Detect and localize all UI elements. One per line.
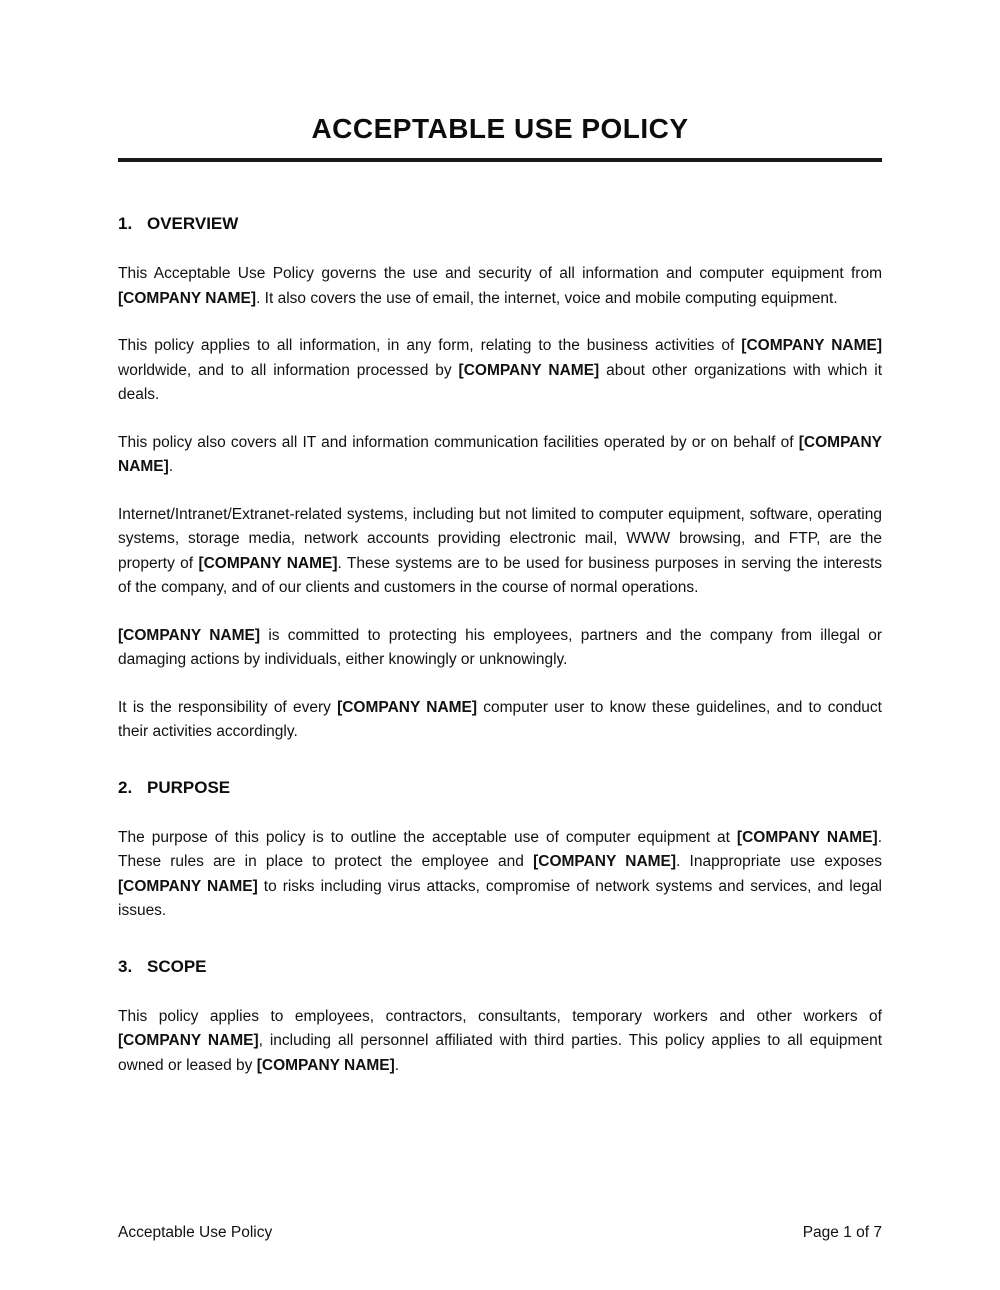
- paragraph: [118, 696, 882, 745]
- paragraph: [118, 334, 882, 408]
- section-title: PURPOSE: [147, 777, 231, 797]
- paragraph: [118, 503, 882, 601]
- section-heading-scope: [118, 958, 882, 976]
- company-name-placeholder: [COMPANY NAME]: [118, 289, 257, 307]
- section-number: 3.: [118, 956, 133, 976]
- company-name-placeholder: [COMPANY NAME]: [118, 1032, 259, 1049]
- title-rule: [118, 158, 882, 162]
- text-run: to risks including virus attacks, compromise of network systems and services, and legal issues.: [118, 877, 883, 919]
- text-run: , including all personnel affiliated with third parties. This policy applies to all equipment owned or leased by: [118, 1032, 882, 1074]
- company-name-placeholder: [COMPANY NAME]: [337, 698, 478, 716]
- text-run: This policy also covers all IT and information communication facilities operated by or on behalf of: [118, 433, 799, 451]
- document-body: [118, 215, 882, 1078]
- company-name-placeholder: [COMPANY NAME]: [458, 361, 600, 379]
- section-heading-purpose: [118, 779, 882, 797]
- company-name-placeholder: [COMPANY NAME]: [736, 828, 878, 846]
- text-run: This Acceptable Use Policy governs the use and security of all information and computer equipment from: [118, 265, 882, 282]
- company-name-placeholder: [COMPANY NAME]: [256, 1056, 395, 1074]
- text-run: It is the responsibility of every: [118, 698, 338, 716]
- text-run: Internet/Intranet/Extranet-related systems, including but not limited to computer equipment, software, operating systems, storage media, network accounts providing electronic mail, WWW browsing, and FTP, are the property of: [118, 505, 882, 572]
- paragraph: [118, 826, 882, 924]
- footer-document-name: Acceptable Use Policy: [118, 1224, 273, 1241]
- text-run: . It also covers the use of email, the internet, voice and mobile computing equipment.: [256, 289, 838, 307]
- text-run: . Inappropriate use exposes: [676, 853, 883, 870]
- text-run: .: [394, 1056, 400, 1074]
- company-name-placeholder: [COMPANY NAME]: [118, 433, 882, 475]
- text-run: computer user to know these guidelines, and to conduct their activities accordingly.: [118, 698, 882, 740]
- section-number: 2.: [118, 777, 133, 797]
- company-name-placeholder: [COMPANY NAME]: [741, 337, 883, 354]
- text-run: This policy applies to employees, contractors, consultants, temporary workers and other workers of: [118, 1007, 882, 1025]
- paragraph: [118, 262, 882, 311]
- text-run: This policy applies to all information, in any form, relating to the business activities of: [118, 337, 742, 354]
- text-run: . These systems are to be used for business purposes in serving the interests of the company, and of our clients and customers in the course of normal operations.: [118, 554, 882, 596]
- paragraph: [118, 431, 882, 480]
- company-name-placeholder: [COMPANY NAME]: [118, 877, 258, 895]
- document-title: ACCEPTABLE USE POLICY: [311, 113, 689, 144]
- section-number: 1.: [118, 214, 133, 233]
- text-run: The purpose of this policy is to outline the acceptable use of computer equipment at: [118, 828, 737, 846]
- section-heading-overview: [118, 215, 882, 233]
- text-run: is committed to protecting his employees, partners and the company from illegal or damaging actions by individuals, either knowingly or unknowingly.: [118, 626, 883, 668]
- company-name-placeholder: [COMPANY NAME]: [198, 554, 338, 572]
- text-run: about other organizations with which it deals.: [118, 361, 882, 403]
- paragraph: [118, 624, 882, 673]
- footer-page-number: Page 1 of 7: [802, 1224, 882, 1241]
- document-header: [118, 0, 882, 162]
- text-run: .: [168, 458, 174, 475]
- page-footer: [118, 1224, 882, 1242]
- section-title: OVERVIEW: [147, 214, 239, 233]
- section-title: SCOPE: [147, 956, 207, 976]
- text-run: worldwide, and to all information processed by: [118, 361, 459, 379]
- company-name-placeholder: [COMPANY NAME]: [533, 853, 677, 870]
- company-name-placeholder: [COMPANY NAME]: [118, 626, 261, 644]
- text-run: . These rules are in place to protect the employee and: [118, 828, 882, 870]
- paragraph: [118, 1005, 882, 1079]
